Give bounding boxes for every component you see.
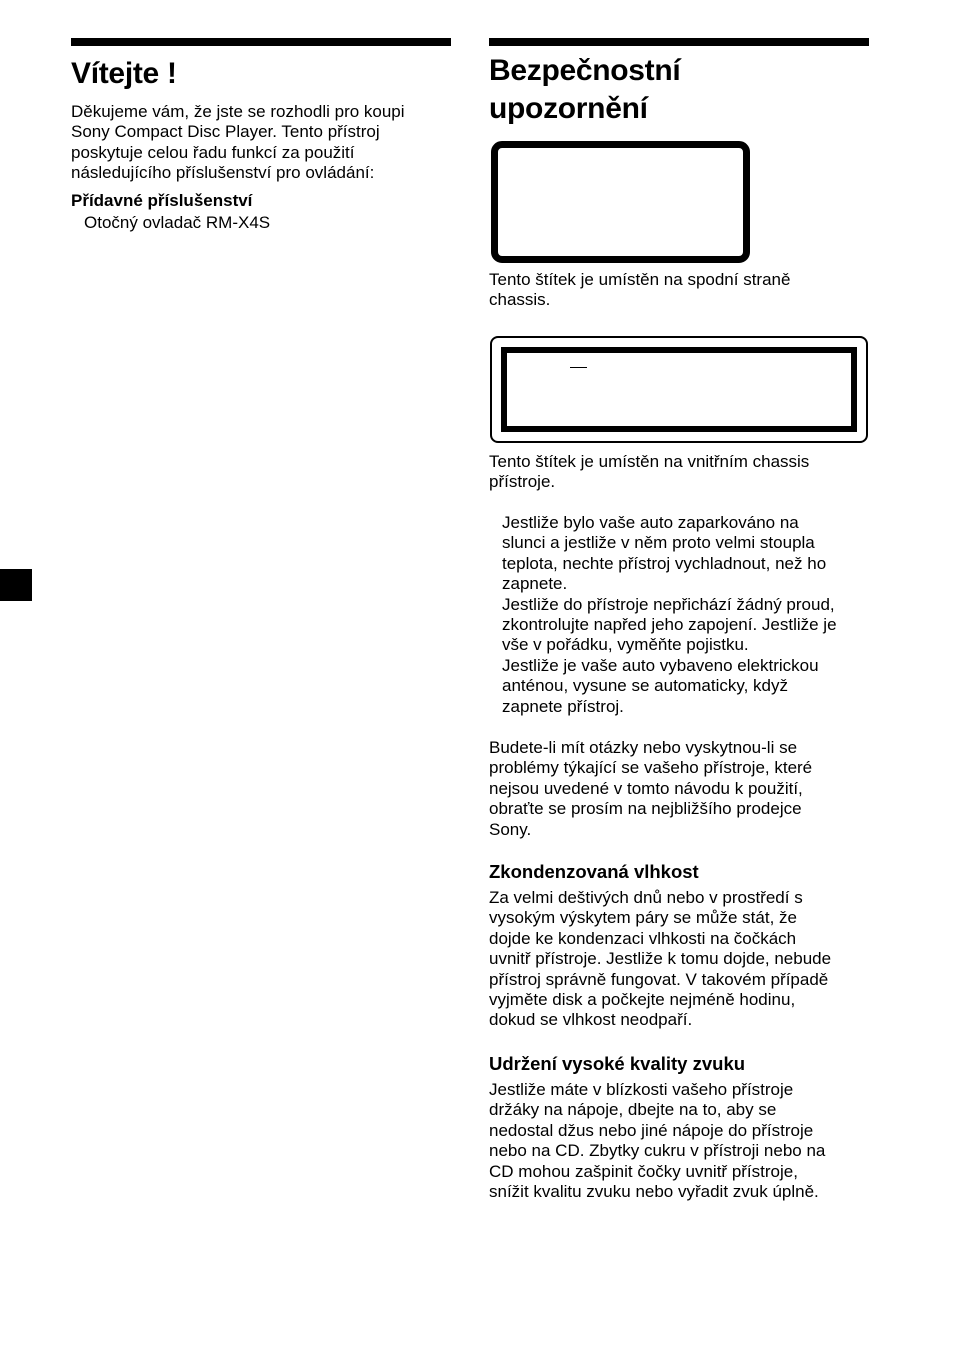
questions-paragraph — [489, 738, 869, 840]
text-line: Sony. — [489, 819, 532, 839]
text-line: nedostal džus nebo jiné nápoje do přístroje — [489, 1120, 814, 1140]
laser-label-internal — [490, 336, 868, 443]
safety-title-line: Bezpečnostní — [489, 54, 681, 87]
text-line: dokud se vlhkost neodpaří. — [489, 1010, 693, 1030]
text-line: vyjměte disk a počkejte nejméně hodinu, — [489, 990, 796, 1010]
text-line: dojde ke kondenzaci vlhkosti na čočkách — [489, 928, 797, 948]
intro-line: Děkujeme vám, že jste se rozhodli pro koupi — [71, 102, 405, 121]
text-line: Za velmi deštivých dnů nebo v prostředí s — [489, 888, 803, 907]
bullet-line: zapnete přístroj. — [502, 696, 624, 716]
safety-bullets — [502, 513, 872, 717]
section-rule — [489, 38, 869, 46]
caption-line: Tento štítek je umístěn na vnitřním chassis — [489, 452, 810, 471]
label2-caption — [489, 452, 869, 493]
intro-line: Sony Compact Disc Player. Tento přístroj — [71, 122, 380, 142]
welcome-section — [71, 38, 451, 93]
sound-quality-heading: Udržení vysoké kvality zvuku — [489, 1053, 746, 1074]
bullet-line: zkontrolujte napřed jeho zapojení. Jestliže je — [502, 615, 837, 635]
page-side-tab — [0, 569, 32, 601]
welcome-intro — [71, 102, 451, 184]
condensation-section — [489, 860, 869, 1031]
bullet-line: zapnete. — [502, 574, 568, 594]
text-line: CD mohou zašpinit čočky uvnitř přístroje, — [489, 1161, 798, 1181]
bullet-item — [502, 595, 872, 656]
label-inner-frame — [501, 347, 857, 432]
caption-line: přístroje. — [489, 472, 556, 492]
text-line: vysokým výskytem páry se může stát, že — [489, 908, 797, 928]
bullet-line: teplota, nechte přístroj vychladnout, než ho — [502, 553, 827, 573]
sound-quality-section — [489, 1052, 869, 1202]
accessories-heading: Přídavné příslušenství — [71, 191, 253, 210]
safety-section — [489, 38, 869, 128]
welcome-title: Vítejte ! — [71, 57, 177, 90]
text-line: obraťte se prosím na nejbližšího prodejce — [489, 799, 802, 819]
condensation-heading: Zkondenzovaná vlhkost — [489, 861, 699, 882]
caption-line: chassis. — [489, 290, 551, 310]
safety-title — [489, 52, 869, 128]
bullet-item — [502, 513, 872, 595]
text-line: Budete-li mít otázky nebo vyskytnou-li se — [489, 738, 798, 757]
bullet-line: anténou, vysune se automaticky, když — [502, 676, 789, 696]
text-line: přístroj správně fungovat. V takovém případě — [489, 969, 829, 989]
caption-line: Tento štítek je umístěn na spodní straně — [489, 270, 791, 289]
accessories-block — [71, 191, 451, 234]
bullet-item — [502, 656, 872, 717]
text-line: nejsou uvedené v tomto návodu k použití, — [489, 778, 803, 798]
text-line: držáky na nápoje, dbejte na to, aby se — [489, 1100, 777, 1120]
bullet-line: slunci a jestliže v něm proto velmi stoupla — [502, 533, 815, 553]
label1-caption — [489, 270, 869, 311]
accessories-item: Otočný ovladač RM-X4S — [84, 213, 271, 233]
laser-label-bottom — [491, 141, 750, 263]
text-line: problémy týkající se vašeho přístroje, které — [489, 758, 813, 778]
bullet-line: Jestliže je vaše auto vybaveno elektrickou — [502, 655, 819, 675]
section-rule — [71, 38, 451, 46]
text-line: uvnitř přístroje. Jestliže k tomu dojde, nebude — [489, 949, 832, 969]
text-line: nebo na CD. Zbytky cukru v přístroji nebo na — [489, 1141, 826, 1161]
label-mark — [570, 367, 587, 368]
bullet-line: Jestliže bylo vaše auto zaparkováno na — [502, 513, 799, 532]
intro-line: následujícího příslušenství pro ovládání: — [71, 163, 375, 183]
intro-line: poskytuje celou řadu funkcí za použití — [71, 142, 355, 162]
bullet-line: vše v pořádku, vyměňte pojistku. — [502, 635, 749, 655]
safety-title-line: upozornění — [489, 92, 648, 125]
text-line: snížit kvalitu zvuku nebo vyřadit zvuk úplně. — [489, 1182, 819, 1202]
bullet-line: Jestliže do přístroje nepřichází žádný proud, — [502, 594, 835, 614]
text-line: Jestliže máte v blízkosti vašeho přístroje — [489, 1080, 794, 1099]
